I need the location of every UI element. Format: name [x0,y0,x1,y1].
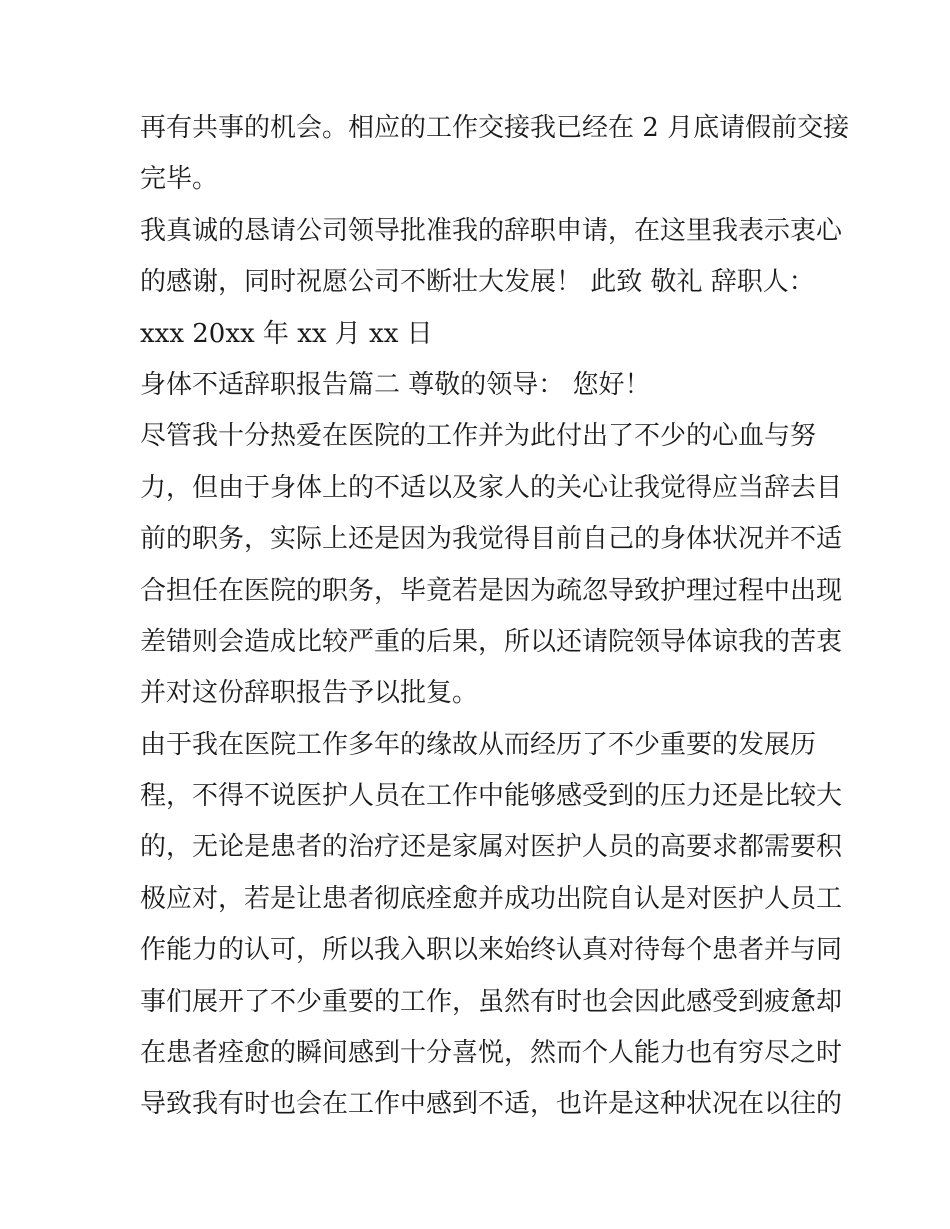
text-line: 在患者痊愈的瞬间感到十分喜悦，然而个人能力也有穷尽之时 [140,1038,843,1069]
text-line: 再有共事的机会。相应的工作交接我已经在 2 月底请假前交接 [140,113,850,143]
text-line: 极应对，若是让患者彻底痊愈并成功出院自认是对医护人员工 [140,883,843,914]
text-line: 事们展开了不少重要的工作，虽然有时也会因此感受到疲惫却 [140,986,843,1017]
text-line: 前的职务，实际上还是因为我觉得目前自己的身体状况并不适 [140,524,843,555]
text-line: 力，但由于身体上的不适以及家人的关心让我觉得应当辞去目 [140,472,843,503]
section-heading: 身体不适辞职报告篇二 尊敬的领导： 您好！ [140,369,651,400]
text-line: 程，不得不说医护人员在工作中能够感受到的压力还是比较大 [140,781,843,812]
text-line: 合担任在医院的职务，毕竟若是因为疏忽导致护理过程中出现 [140,575,843,606]
text-line: 的感谢，同时祝愿公司不断壮大发展！ 此致 敬礼 辞职人： [140,267,815,298]
text-line: 的，无论是患者的治疗还是家属对医护人员的高要求都需要积 [140,832,843,863]
text-line: 作能力的认可，所以我入职以来始终认真对待每个患者并与同 [140,935,843,966]
text-line: 并对这份辞职报告予以批复。 [140,678,479,709]
text-line: 由于我在医院工作多年的缘故从而经历了不少重要的发展历 [140,729,817,760]
text-line: 完毕。 [140,164,219,195]
text-line: xxx 20xx 年 xx 月 xx 日 [140,318,433,349]
text-line: 尽管我十分热爱在医院的工作并为此付出了不少的心血与努 [140,421,817,452]
text-line: 导致我有时也会在工作中感到不适，也许是这种状况在以往的 [140,1089,843,1120]
document-body [140,103,850,1131]
text-line: 差错则会造成比较严重的后果，所以还请院领导体谅我的苦衷 [140,626,843,657]
text-line: 我真诚的恳请公司领导批准我的辞职申请，在这里我表示衷心 [140,215,843,246]
